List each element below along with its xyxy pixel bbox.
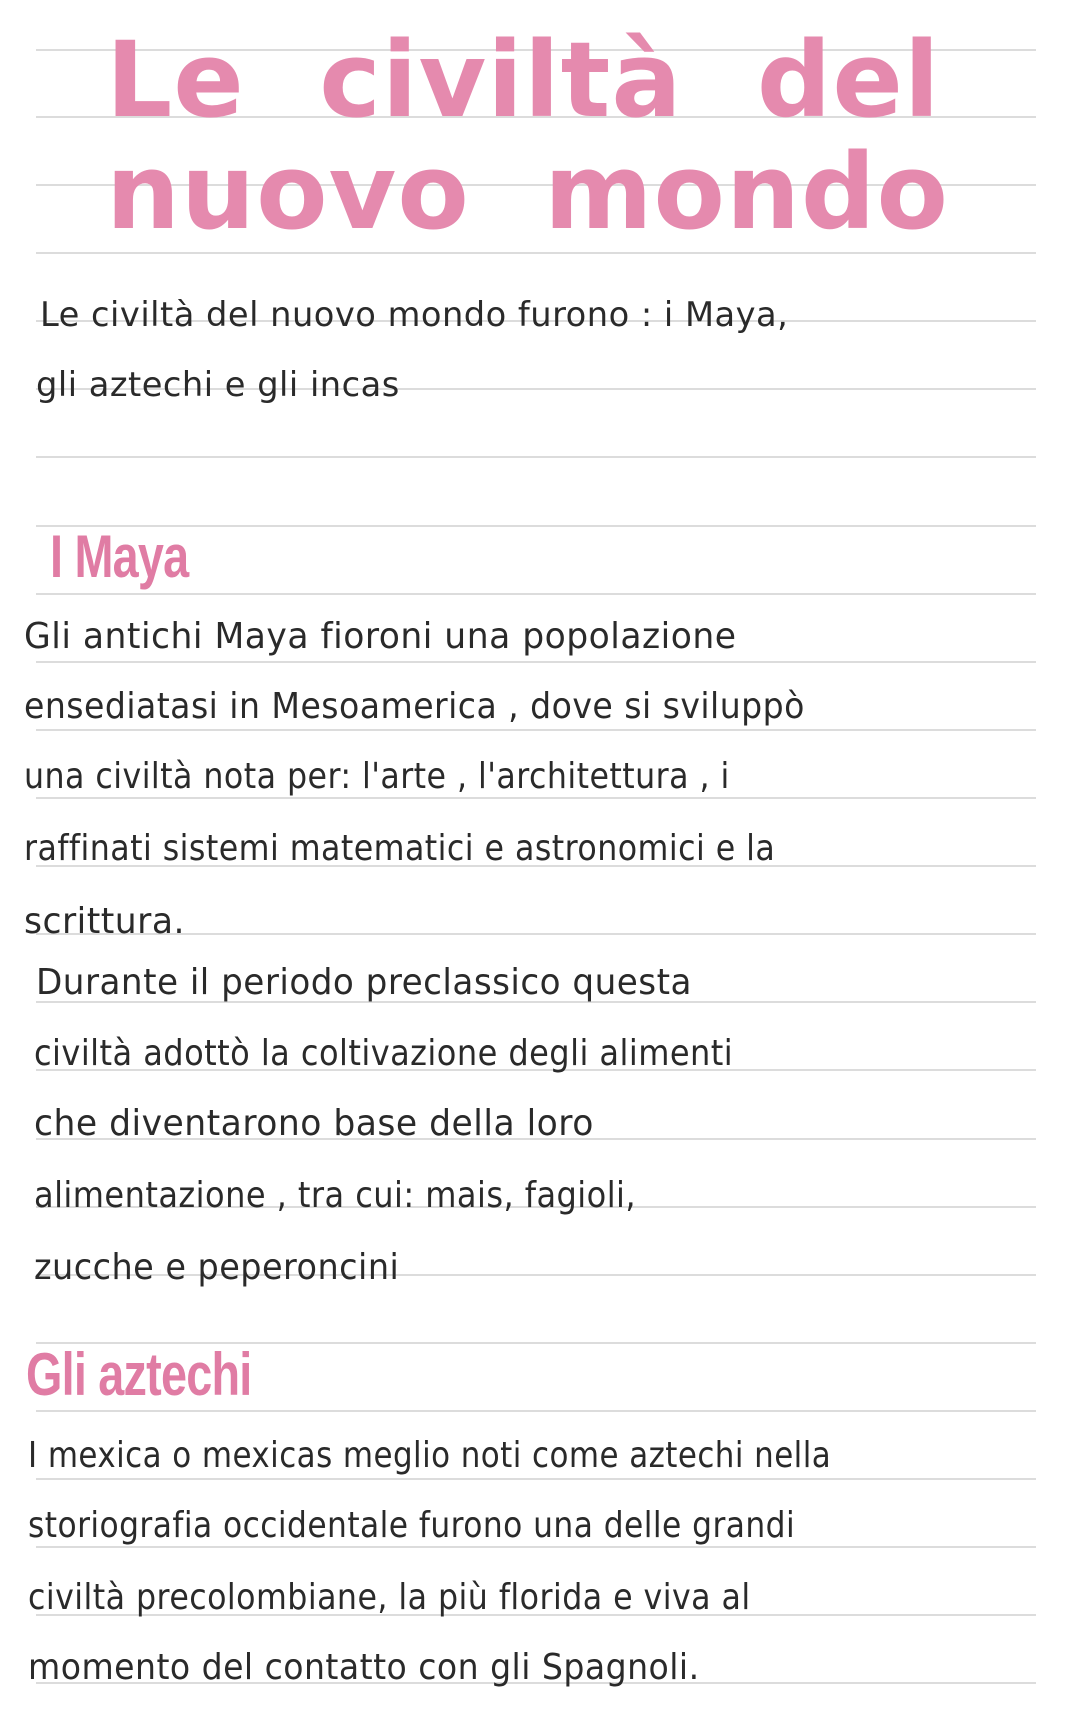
maya-paragraph-line: una civiltà nota per: l'arte , l'architettura , i	[24, 756, 730, 797]
section-heading-maya: I Maya	[50, 523, 189, 590]
aztechi-paragraph-line: storiografia occidentale furono una delle grandi	[28, 1505, 796, 1546]
page-title-line-1: Le civiltà del	[106, 19, 941, 141]
maya-paragraph-line: alimentazione , tra cui: mais, fagioli,	[34, 1175, 637, 1216]
maya-paragraph-line: zucche e peperoncini	[34, 1247, 400, 1288]
maya-paragraph-line: ensediatasi in Mesoamerica , dove si sviluppò	[24, 686, 805, 727]
aztechi-paragraph-line: I mexica o mexicas meglio noti come aztechi nella	[28, 1435, 832, 1476]
intro-line: Le civiltà del nuovo mondo furono : i Maya,	[40, 295, 789, 335]
intro-line: gli aztechi e gli incas	[36, 365, 400, 405]
page-title-line-2: nuovo mondo	[106, 131, 949, 253]
maya-paragraph-line: raffinati sistemi matematici e astronomici e la	[24, 828, 776, 869]
maya-paragraph-line: Durante il periodo preclassico questa	[36, 962, 692, 1003]
aztechi-paragraph-line: civiltà precolombiane, la più florida e viva al	[28, 1577, 751, 1618]
maya-paragraph-line: che diventarono base della loro	[34, 1103, 594, 1144]
maya-paragraph-line: scrittura.	[24, 901, 185, 942]
maya-paragraph-line: Gli antichi Maya fioroni una popolazione	[24, 616, 737, 657]
maya-paragraph-line: civiltà adottò la coltivazione degli alimenti	[34, 1033, 734, 1074]
aztechi-paragraph-line: momento del contatto con gli Spagnoli.	[28, 1647, 700, 1688]
section-heading-aztechi: Gli aztechi	[26, 1341, 252, 1408]
